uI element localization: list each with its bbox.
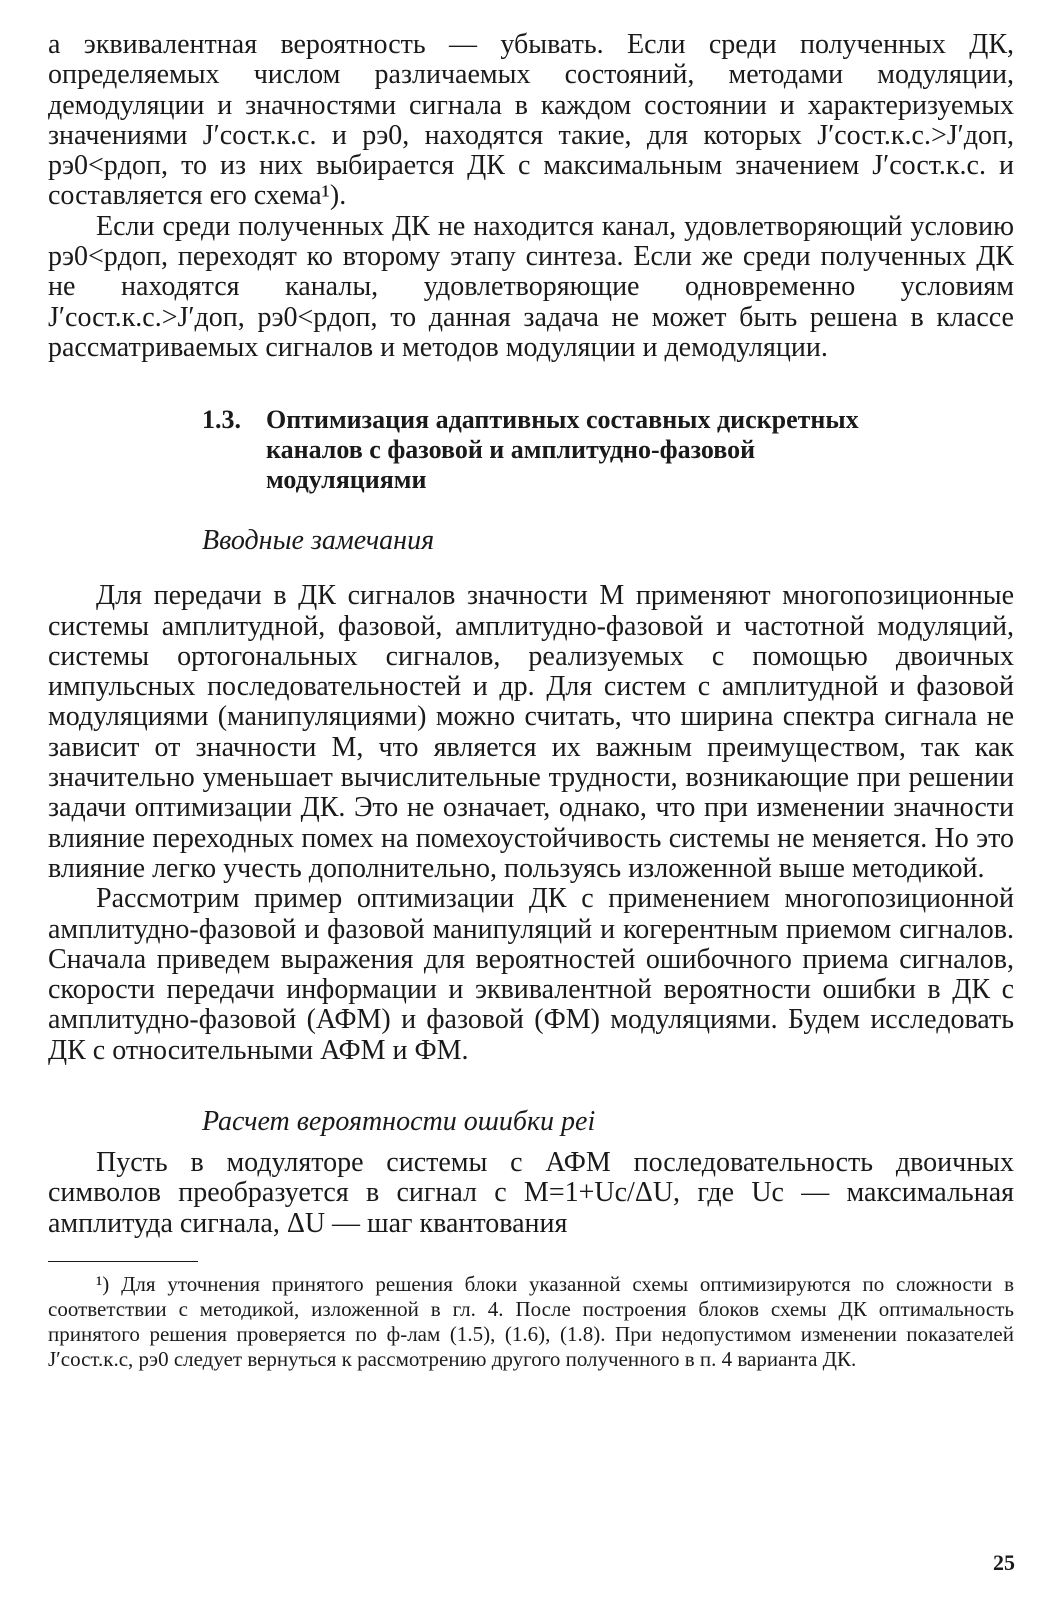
page-number: 25 (993, 1550, 1015, 1575)
section-title: Оптимизация адаптивных составных дискретных каналов с фазовой и амплитудно-фазовой модуляциями (266, 405, 859, 495)
top-paragraph: а эквивалентная вероятность — убывать. Если среди полученных ДК, определяемых числом различаемых состояний, методами модуляции, демодуляции и значностями сигнала в каждом состоянии и характеризуемых значениями J′сост.к.с. и pэ0, находятся такие, для которых J′сост.к.с.>J′доп, pэ0<pдоп, то из них выбирается ДК с максимальным значением J′сост.к.с. и составляется его схема¹). (48, 29, 1014, 212)
intro-paragraph-2: Рассмотрим пример оптимизации ДК с применением многопозиционной амплитудно-фазовой и фазовой манипуляций и когерентным приемом сигналов. Сначала приведем выражения для вероятностей ошибочного приема сигналов, скорости передачи информации и эквивалентной вероятности ошибки в ДК с амплитудно-фазовой (АФМ) и фазовой (ФМ) модуляциями. Будем исследовать ДК с относительными АФМ и ФМ. (48, 883, 1014, 1066)
subheading-intro: Вводные замечания (202, 525, 435, 557)
page-body (48, 30, 1014, 1372)
subheading-error-calc: Расчет вероятности ошибки pei (202, 1106, 596, 1138)
intro-paragraph-1: Для передачи в ДК сигналов значности M применяют многопозиционные системы амплитудной, фазовой, амплитудно-фазовой и частотной модуляций, системы ортогональных сигналов, реализуемых с помощью двоичных импульсных последовательностей и др. Для систем с амплитудной и фазовой модуляциями (манипуляциями) можно считать, что ширина спектра сигнала не зависит от значности M, что является их важным преимуществом, так как значительно уменьшает вычислительные трудности, возникающие при решении задачи оптимизации ДК. Это не означает, однако, что при изменении значности влияние переходных помех на помехоустойчивость системы не меняется. Но это влияние легко учесть дополнительно, пользуясь изложенной выше методикой. (48, 580, 1014, 884)
calc-paragraph: Пусть в модуляторе системы с АФМ последовательность двоичных символов преобразуется в сигнал с M=1+Uc/ΔU, где Uc — максимальная амплитуда сигнала, ΔU — шаг квантования (48, 1147, 1014, 1239)
footnote: ¹) Для уточнения принятого решения блоки указанной схемы оптимизируются по сложности в соответствии с методикой, изложенной в гл. 4. После построения блоков схемы ДК оптимальность принятого решения проверяется по ф-лам (1.5), (1.6), (1.8). При недопустимом изменении показателей J′сост.к.с, pэ0 следует вернуться к рассмотрению другого полученного в п. 4 варианта ДК. (48, 1271, 1014, 1371)
section-number: 1.3. (202, 405, 241, 435)
section-heading (202, 405, 1014, 495)
footnote-rule (48, 1261, 198, 1262)
second-paragraph: Если среди полученных ДК не находится канал, удовлетворяющий условию pэ0<pдоп, переходят ко второму этапу синтеза. Если же среди полученных ДК не находятся каналы, удовлетворяющие одновременно условиям J′сост.к.с.>J′доп, pэ0<pдоп, то данная задача не может быть решена в классе рассматриваемых сигналов и методов модуляции и демодуляции. (48, 210, 1014, 363)
